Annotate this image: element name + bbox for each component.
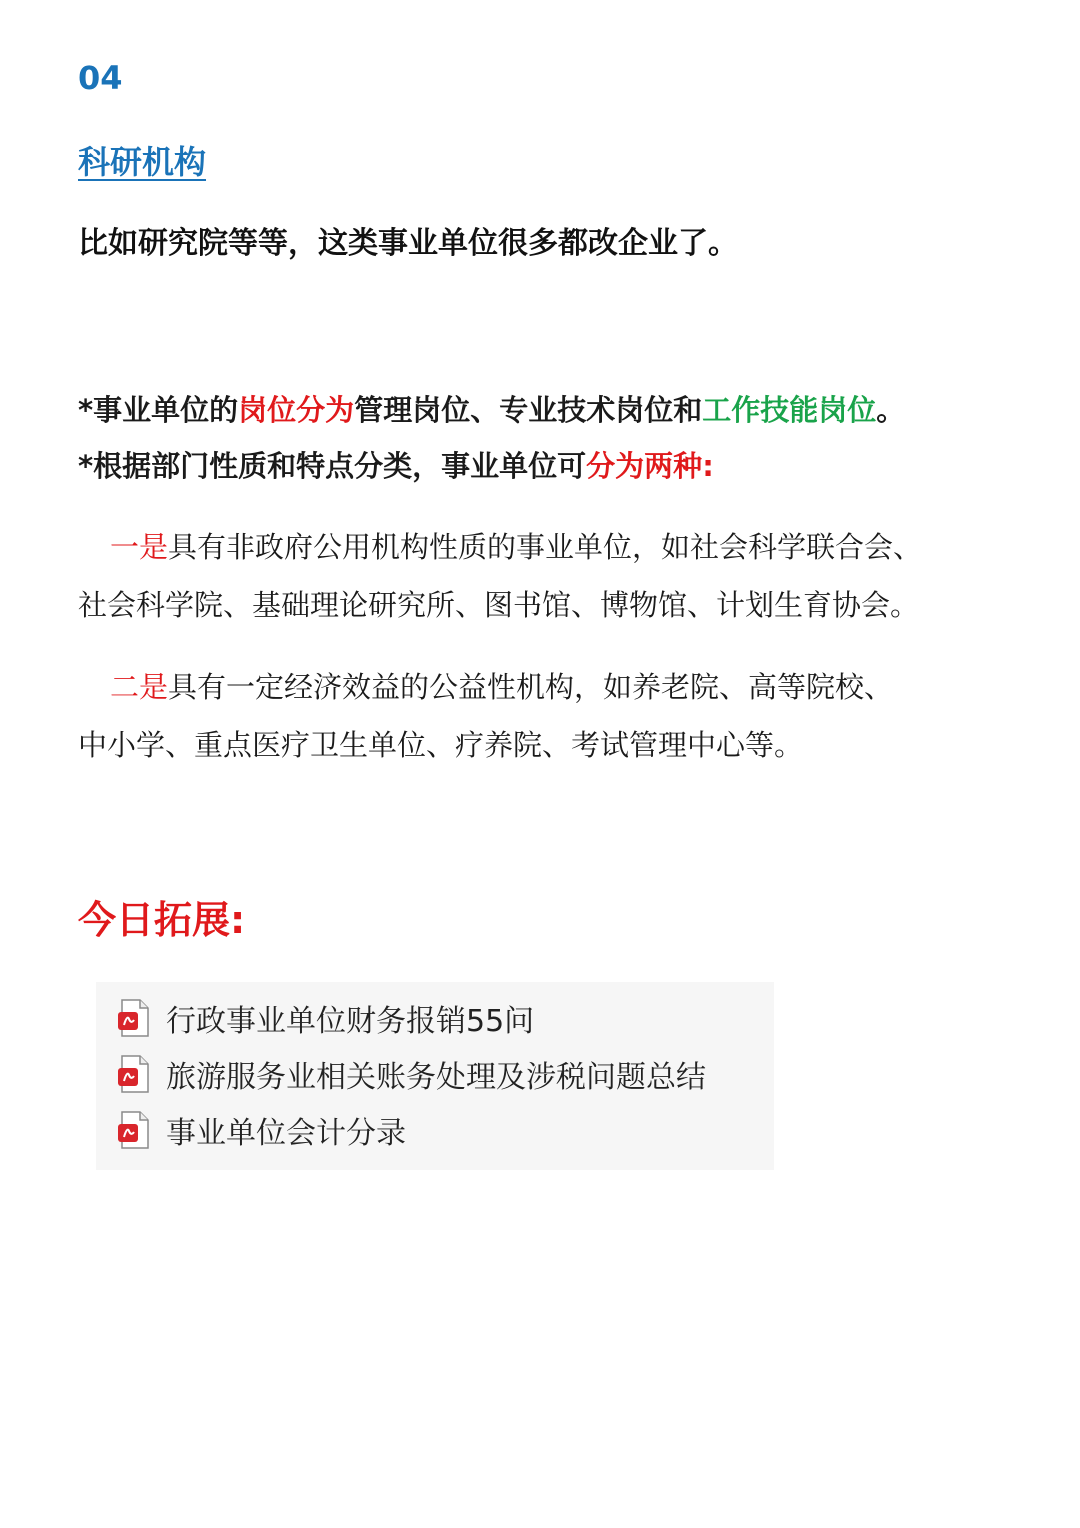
pdf-file-icon (116, 1110, 152, 1150)
paragraph-text: 具有非政府公用机构性质的事业单位，如社会科学联合会、 (168, 530, 923, 564)
paragraph-line (78, 658, 1018, 716)
note-text: 管理岗位、专业技术岗位和 (354, 393, 703, 427)
file-list (96, 982, 774, 1170)
pdf-file-icon (116, 1054, 152, 1094)
note-colon: : (702, 449, 714, 483)
paragraph-line: 社会科学院、基础理论研究所、图书馆、博物馆、计划生育协会。 (78, 588, 920, 622)
note-text: 。 (876, 393, 906, 427)
paragraph-line: 中小学、重点医疗卫生单位、疗养院、考试管理中心等。 (78, 728, 804, 762)
file-label: 行政事业单位财务报销55问 (166, 1004, 535, 1039)
section-intro: 比如研究院等等，这类事业单位很多都改企业了。 (78, 226, 738, 261)
file-label: 事业单位会计分录 (166, 1116, 406, 1151)
paragraph-text: 具有一定经济效益的公益性机构，如养老院、高等院校、 (168, 670, 894, 704)
note-line-1 (78, 382, 1018, 438)
notes-block (78, 382, 1018, 494)
file-label: 旅游服务业相关账务处理及涉税问题总结 (166, 1060, 706, 1095)
note-highlight-green: 工作技能岗位 (702, 393, 877, 427)
file-item[interactable] (116, 1052, 706, 1096)
category-lead: 一是 (110, 530, 169, 564)
section-number: 04 (78, 59, 123, 97)
note-highlight-red: 分为两种 (586, 449, 703, 483)
paragraph-line (78, 518, 1018, 576)
extend-title: 今日拓展: (78, 898, 246, 942)
note-text: *事业单位的 (78, 393, 239, 427)
file-item[interactable] (116, 1108, 406, 1152)
category-two-paragraph (78, 658, 1018, 774)
pdf-file-icon (116, 998, 152, 1038)
file-item[interactable] (116, 996, 534, 1040)
note-highlight-red: 岗位分为 (238, 393, 355, 427)
note-text: *根据部门性质和特点分类，事业单位可 (78, 449, 587, 483)
note-line-2 (78, 438, 1018, 494)
category-one-paragraph (78, 518, 1018, 634)
section-title[interactable]: 科研机构 (78, 143, 207, 181)
category-lead: 二是 (110, 670, 169, 704)
